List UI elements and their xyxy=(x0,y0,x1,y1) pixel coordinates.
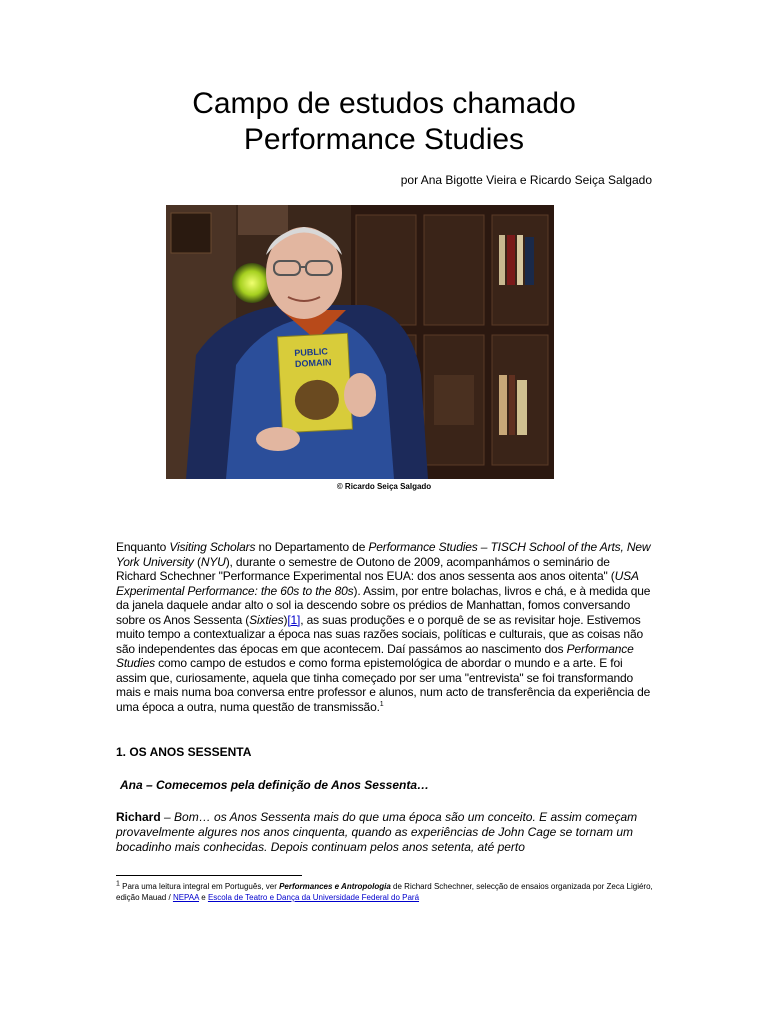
book-title-line-1: PUBLIC xyxy=(294,346,329,359)
text-run-italic: Performance Studies xyxy=(116,641,634,670)
text-run: como campo de estudos e como forma epistemológica de abordar o mundo e a arte. E foi assim que, curiosamente, aquela que tinha começado por ser uma "entrevista" se foi transformando mais e mais numa boa conversa entre professor e alunos, num acto de transferência da experiência de uma época a outra, numa questão de transmissão. xyxy=(116,656,651,714)
footnote-text: e xyxy=(199,893,208,902)
intro-paragraph xyxy=(116,540,652,714)
section-heading: 1. OS ANOS SESSENTA xyxy=(116,745,252,759)
footnote-ref-link[interactable]: [1] xyxy=(287,612,301,627)
text-run: ) xyxy=(283,612,288,627)
footnote-text: de Richard Schechner, selecção de ensaios organizada por Zeca Ligiéro, edição Mauad / xyxy=(116,882,653,902)
footnote-book-title: Performances e Antropologia xyxy=(279,882,391,891)
text-run-italic: Sixties xyxy=(249,612,284,627)
text-run: , as suas produções e o porquê de se as revisitar hoje. Estivemos muito tempo a contextualizar a época nas suas razões sociais, políticas e culturais, que as coisas não são independentes das épocas em que acontecem. Daí passámos ao nascimento dos xyxy=(116,612,643,656)
footnote-marker: 1 xyxy=(379,700,384,708)
text-run: ). Assim, por entre bolachas, livros e chá, e à medida que da janela daquele andar alto o sol ia descendo sobre os prédios de Manhattan, fomos conversando sobre os Anos Sessenta ( xyxy=(116,583,651,627)
text-run: ), durante o semestre de Outono de 2009, acompanhámos o seminário de Richard Schechner "Performance Experimental nos EUA: dos anos sessenta aos anos oitenta" ( xyxy=(116,554,615,583)
footnote-text: Para uma leitura integral em Português, ver xyxy=(119,882,280,891)
byline: por Ana Bigotte Vieira e Ricardo Seiça Salgado xyxy=(400,173,652,187)
text-run: ( xyxy=(193,554,201,569)
text-run-italic: Visiting Scholars xyxy=(169,540,256,554)
text-run: Enquanto xyxy=(116,540,170,554)
text-run: no Departamento de xyxy=(255,540,369,554)
answer-text: – Bom… os Anos Sessenta mais do que uma época são um conceito. E assim começam provavelmente algures nos anos cinquenta, quando as experiências de John Cage se tornam um bocadinho mais conhecidas. Depois continuam pelos anos setenta, até perto xyxy=(116,810,638,854)
footnote xyxy=(116,881,656,903)
book-title-line-2: DOMAIN xyxy=(294,357,332,370)
text-run-italic: NYU xyxy=(200,554,226,569)
speaker-name: Richard xyxy=(116,810,161,824)
footnote-divider xyxy=(116,875,302,876)
title-line-2: Performance Studies xyxy=(243,123,525,156)
text-run-italic: Performance Studies – TISCH School of the Arts, New York University xyxy=(116,540,651,569)
interview-question: Ana – Comecemos pela definição de Anos Sessenta… xyxy=(120,778,429,792)
title-line-1: Campo de estudos chamado xyxy=(192,87,576,120)
photo-caption: © Ricardo Seiça Salgado xyxy=(336,482,432,491)
nepaa-link[interactable]: NEPAA xyxy=(172,893,200,902)
footnote-number: 1 xyxy=(116,880,120,888)
interview-answer xyxy=(116,810,652,855)
author-photo xyxy=(166,205,554,479)
document-title xyxy=(0,86,768,158)
text-run-italic: USA Experimental Performance: the 60s to the 80s xyxy=(116,569,639,598)
school-link[interactable]: Escola de Teatro e Dança da Universidade Federal do Pará xyxy=(207,893,420,902)
